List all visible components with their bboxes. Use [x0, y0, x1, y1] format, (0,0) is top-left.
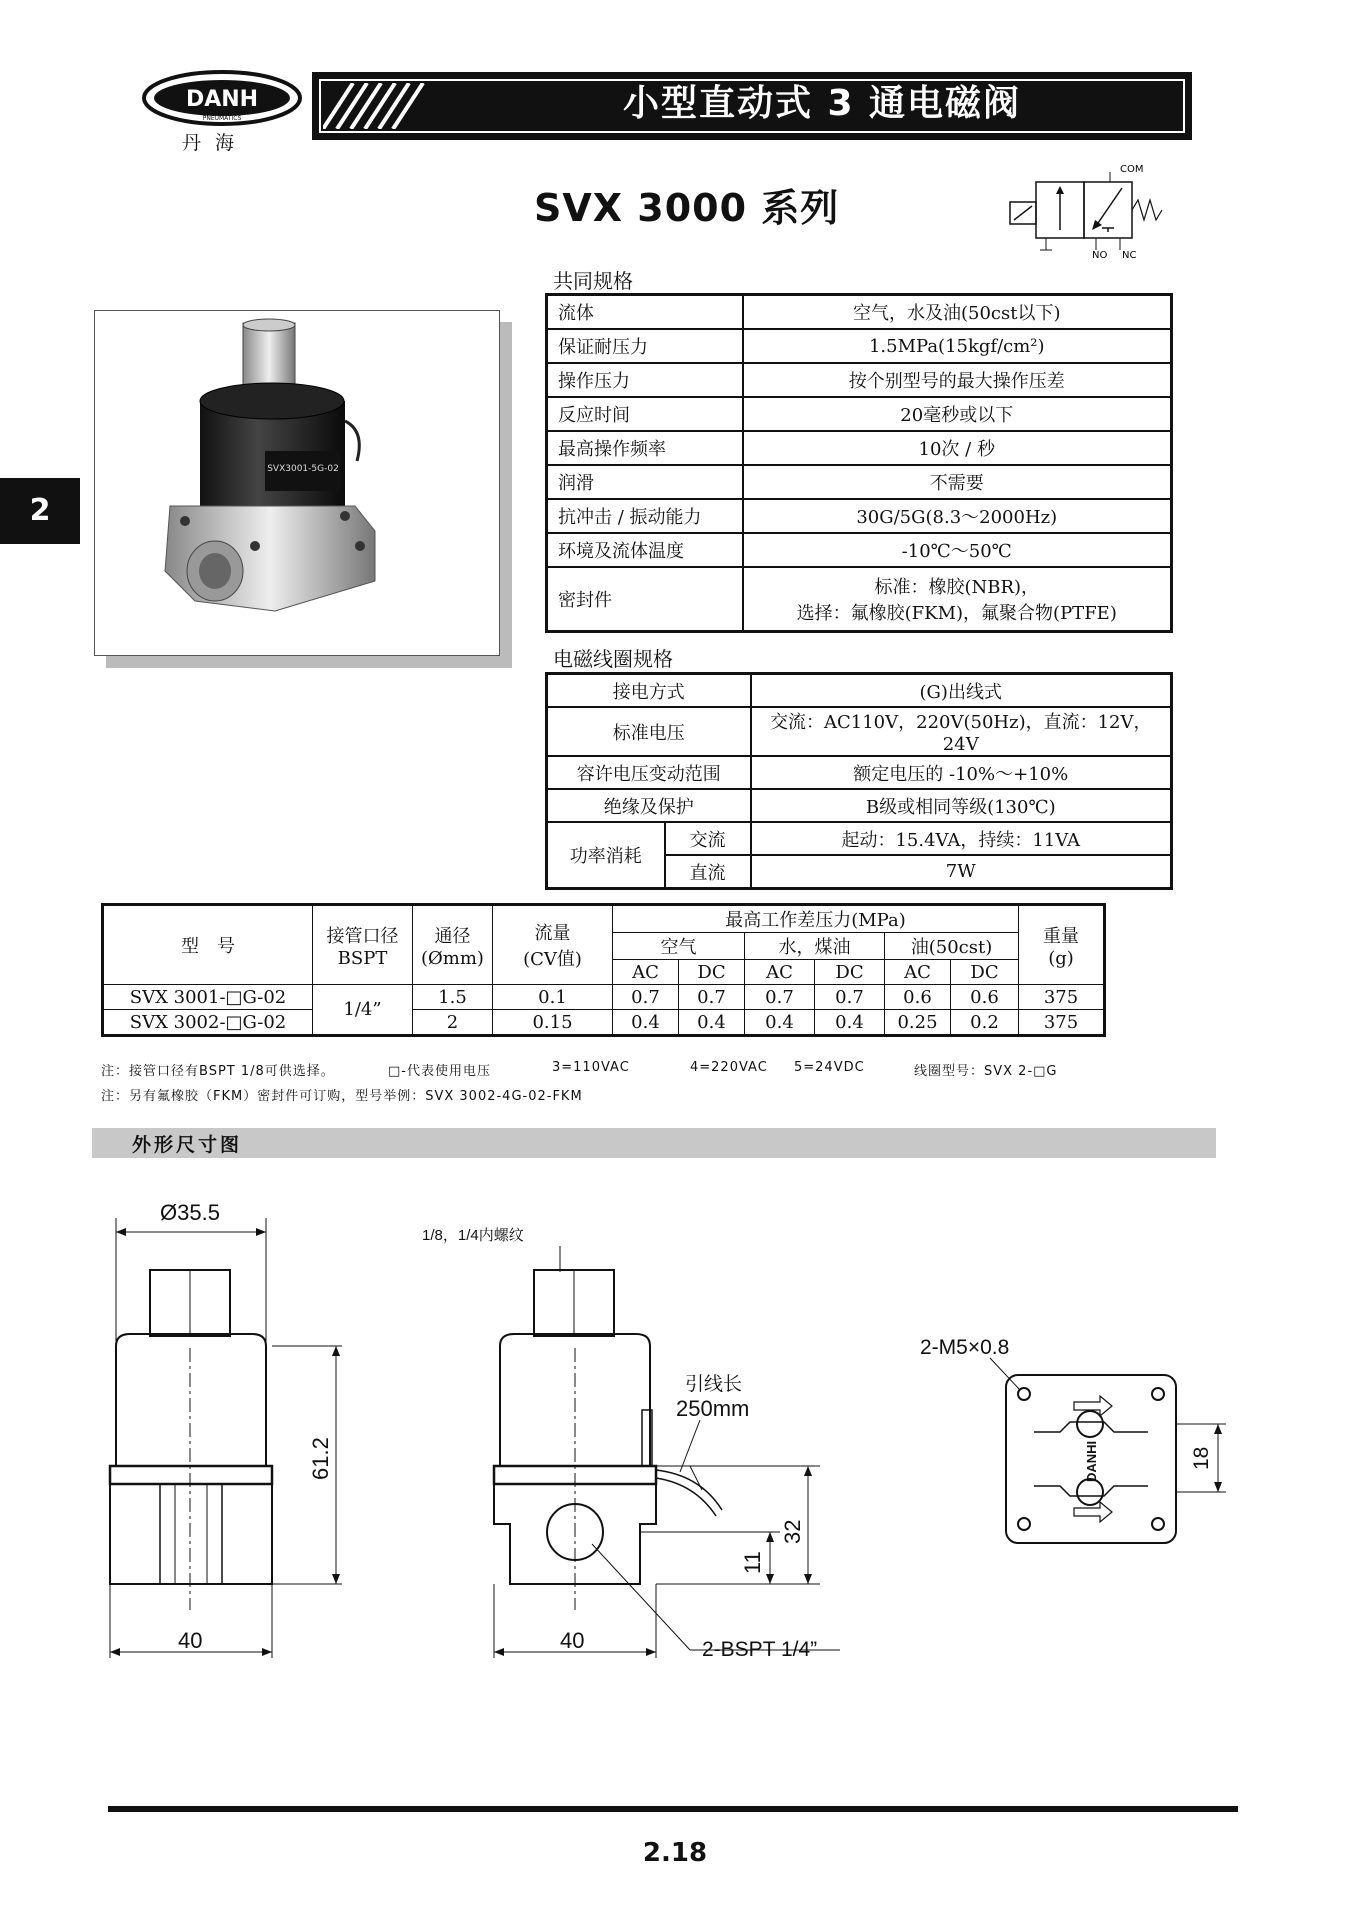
brand-marking: DANHI	[1084, 1440, 1099, 1482]
svg-text:COM: COM	[1120, 164, 1144, 175]
common-spec-table	[545, 293, 1173, 633]
table-row: SVX 3002-□G-02 2 0.15 0.4 0.4 0.4 0.4 0.25 0.2 375	[103, 1010, 1105, 1036]
solenoid-valve-image	[95, 311, 499, 655]
logo-chinese-name: 丹海	[182, 132, 249, 154]
dim-screw: 2-M5×0.8	[920, 1336, 1010, 1359]
page-number: 2.18	[642, 1838, 708, 1868]
table-row: 流体 空气，水及油(50cst以下)	[547, 295, 1172, 330]
table-row: 抗冲击 / 振动能力 30G/5G(8.3～2000Hz)	[547, 499, 1172, 533]
note-2: 注：另有氟橡胶（FKM）密封件可订购，型号举例：SVX 3002-4G-02-FKM	[101, 1089, 583, 1104]
hatch-decoration	[323, 83, 433, 129]
common-spec-heading: 共同规格	[553, 269, 633, 293]
table-row: 最高操作频率 10次 / 秒	[547, 431, 1172, 465]
table-row: SVX 3001-□G-02 1/4” 1.5 0.1 0.7 0.7 0.7 0.7 0.6 0.6 375	[103, 985, 1105, 1010]
footer-rule	[108, 1806, 1238, 1812]
table-row: 反应时间 20毫秒或以下	[547, 397, 1172, 431]
dim-diameter: Ø35.5	[160, 1200, 220, 1225]
table-row: 润滑 不需要	[547, 465, 1172, 499]
series-title: SVX 3000 系列	[534, 186, 840, 230]
table-row: 接电方式 (G)出线式	[547, 674, 1172, 708]
table-row: 标准电压 交流：AC110V，220V(50Hz)，直流：12V，24V	[547, 707, 1172, 756]
coil-spec-heading: 电磁线圈规格	[553, 647, 673, 671]
page-title: 小型直动式 3 通电磁阀	[622, 83, 1022, 124]
table-row: 直流 7W	[547, 855, 1172, 889]
dim-lead-length: 250mm	[676, 1396, 750, 1421]
note-1c: 3=110VAC	[552, 1060, 630, 1075]
title-bar	[312, 72, 1192, 140]
dim-width-side: 40	[560, 1628, 585, 1653]
dim-height: 61.2	[308, 1437, 333, 1480]
note-1f: 线圈型号：SVX 2-□G	[914, 1064, 1058, 1079]
svg-text:PNEUMATICS: PNEUMATICS	[202, 115, 242, 122]
table-row: 操作压力 按个别型号的最大操作压差	[547, 363, 1172, 397]
table-row: 保证耐压力 1.5MPa(15kgf/cm²)	[547, 329, 1172, 363]
product-photo	[94, 310, 500, 656]
dim-thread: 1/8，1/4内螺纹	[422, 1227, 524, 1244]
note-1b: □-代表使用电压	[388, 1064, 491, 1079]
coil-spec-table	[545, 672, 1173, 890]
dimension-drawings	[0, 1170, 1350, 1730]
side-view-drawing	[494, 1246, 840, 1658]
dim-width-front: 40	[178, 1628, 203, 1653]
note-1e: 5=24VDC	[794, 1060, 865, 1075]
note-1a: 注：接管口径有BSPT 1/8可供选择。	[101, 1064, 335, 1079]
svg-text:NC: NC	[1122, 250, 1137, 260]
svg-text:SVX3001-5G-02: SVX3001-5G-02	[267, 464, 339, 474]
valve-symbol-icon	[1000, 160, 1180, 260]
dim-lead: 引线长	[685, 1374, 743, 1395]
dim-port: 2-BSPT 1/4”	[702, 1638, 818, 1661]
table-row: 环境及流体温度 -10℃～50℃	[547, 533, 1172, 567]
table-row: 密封件 标准：橡胶(NBR)， 选择：氟橡胶(FKM)，氟聚合物(PTFE)	[547, 567, 1172, 632]
note-1d: 4=220VAC	[690, 1060, 768, 1075]
dim-32: 32	[780, 1519, 805, 1544]
chapter-tab: 2	[0, 478, 80, 544]
model-table: 型 号 接管口径 BSPT 通径 (Ømm) 流量 (CV值) 最高工作差压力(MPa) 重量 (g) 空气 水，煤油 油(50cst) AC DC AC DC AC DC SVX 3001-□G-02 1/4” 1.5 0.1 0.7 0.7 0.7 0.7 0.6 0.6 375 SVX 3002-□G-02 2 0.15 0.4 0.4 0.4 0.4 0.25 0.2 375	[101, 903, 1106, 1037]
dim-11: 11	[740, 1551, 765, 1574]
svg-text:NO: NO	[1092, 250, 1108, 260]
table-row: 功率消耗 交流 起动：15.4VA，持续：11VA	[547, 822, 1172, 855]
table-row: 绝缘及保护 B级或相同等级(130℃)	[547, 789, 1172, 822]
table-row: 容许电压变动范围 额定电压的 -10%～+10%	[547, 756, 1172, 789]
dim-18: 18	[1190, 1446, 1213, 1470]
svg-text:DANH: DANH	[185, 87, 259, 112]
danh-logo	[142, 70, 302, 126]
dimension-heading: 外形尺寸图	[132, 1134, 243, 1156]
dimension-section-bar	[92, 1128, 1216, 1158]
